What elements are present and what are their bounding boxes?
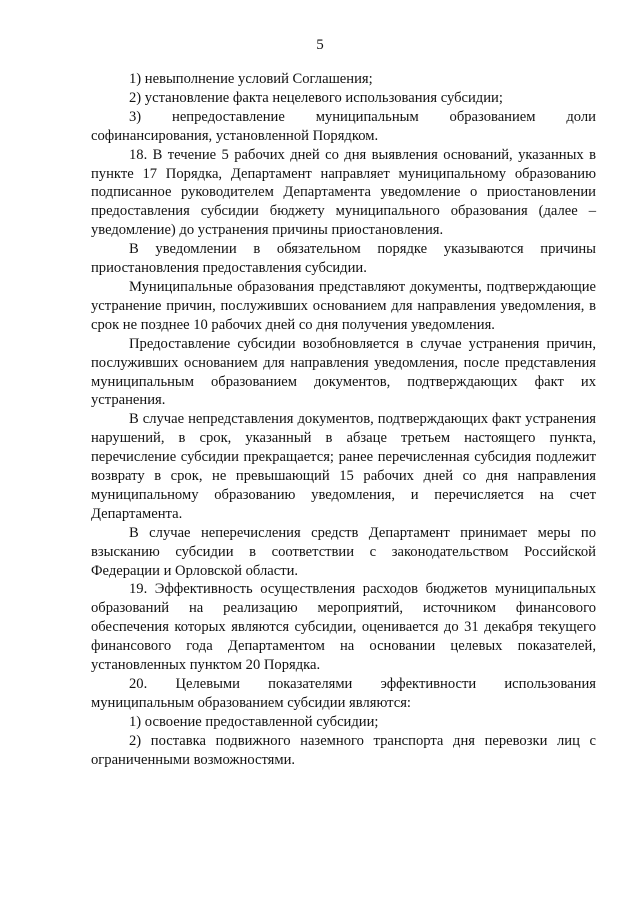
paragraph-20: 20. Целевыми показателями эффективности использования муниципальным образованием субсидии являются:	[91, 676, 596, 711]
paragraph-subsidy-resumption: Предоставление субсидии возобновляется в случае устранения причин, послуживших основанием для направления уведомления, после представления муниципальным образованием документов, подтверждающих факт их устранения.	[91, 335, 596, 409]
paragraph-item-2: 2) установление факта нецелевого использования субсидии;	[129, 89, 503, 106]
paragraph-documents-submission: Муниципальные образования представляют документы, подтверждающие устранение причин, послуживших основанием для направления уведомления, в срок не позднее 10 рабочих дней со дня получения уведомления.	[91, 278, 596, 333]
paragraph-18: 18. В течение 5 рабочих дней со дня выявления оснований, указанных в пункте 17 Порядка, Департамент направляет муниципальному образованию подписанное руководителем Департамента уведомление о приостановлении предоставления субсидии бюджету муниципального образования (далее – уведомление) до устранения причины приостановления.	[91, 146, 596, 239]
document-body	[91, 70, 596, 770]
paragraph-subsidy-termination: В случае непредставления документов, подтверждающих факт устранения нарушений, в срок, указанный в абзаце третьем настоящего пункта, перечисление субсидии прекращается; ранее перечисленная субсидия подлежит возврату в срок, не превышающий 15 рабочих дней со дня направления муниципальному образованию уведомления, и перечисляется на счет Департамента.	[91, 411, 596, 522]
paragraph-item-1: 1) невыполнение условий Соглашения;	[129, 71, 373, 87]
paragraph-notice-reasons: В уведомлении в обязательном порядке указываются причины приостановления предоставления субсидии.	[91, 241, 596, 277]
paragraph-indicator-2: 2) поставка подвижного наземного транспорта дня перевозки лиц с ограниченными возможностями.	[91, 732, 596, 768]
paragraph-item-3: 3) непредоставление муниципальным образованием доли софинансирования, установленной Порядком.	[91, 108, 596, 144]
paragraph-recovery-measures: В случае неперечисления средств Департамент принимает меры по взысканию субсидии в соответствии с законодательством Российской Федерации и Орловской области.	[91, 524, 596, 579]
paragraph-indicator-1: 1) освоение предоставленной субсидии;	[129, 713, 379, 730]
page-number: 5	[316, 37, 324, 53]
paragraph-19: 19. Эффективность осуществления расходов бюджетов муниципальных образований на реализацию мероприятий, источником финансового обеспечения которых являются субсидии, оценивается до 31 декабря текущего финансового года Департаментом на основании целевых показателей, установленных пунктом 20 Порядка.	[91, 581, 596, 674]
